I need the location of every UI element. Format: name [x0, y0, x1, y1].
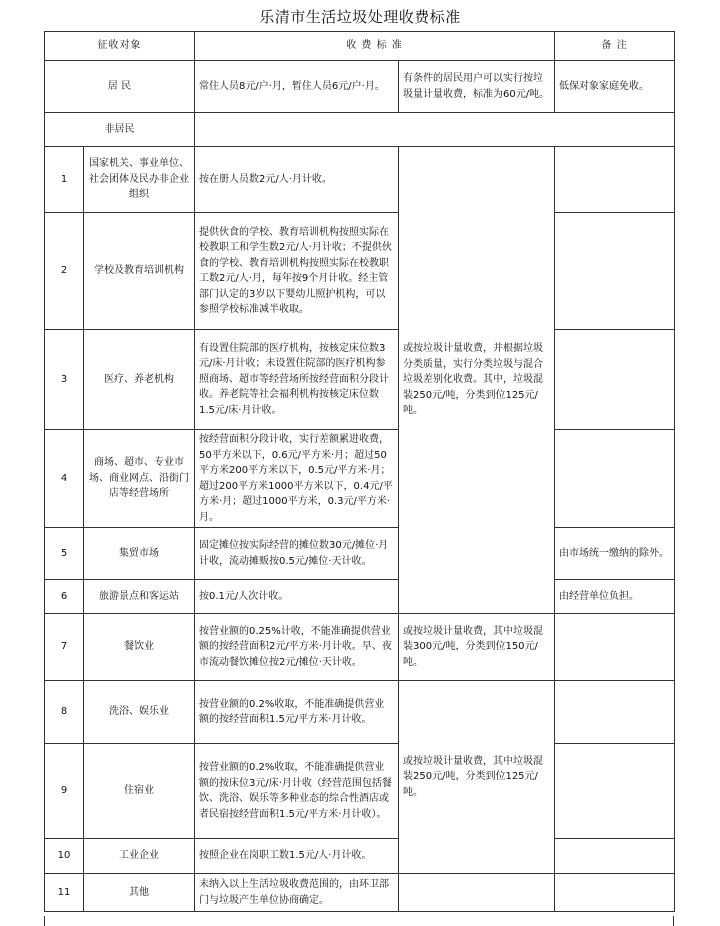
- header-standard: 收 费 标 准: [195, 32, 555, 61]
- row-name: 餐饮业: [84, 614, 195, 681]
- row-name: 国家机关、事业单位、社会团体及民办非企业组织: [84, 147, 195, 213]
- table-row: [45, 744, 675, 839]
- resident-remark: 低保对象家庭免收。: [555, 61, 675, 113]
- row-name: 集贸市场: [84, 528, 195, 580]
- resident-row: [45, 61, 675, 113]
- table-row: [45, 839, 675, 874]
- table-row: [45, 147, 675, 213]
- row-name: 洗浴、娱乐业: [84, 681, 195, 744]
- table-row: [45, 580, 675, 614]
- table-row: [45, 430, 675, 528]
- row-remark: 由经营单位负担。: [555, 580, 675, 614]
- table-row: [45, 528, 675, 580]
- row-standard: 有设置住院部的医疗机构，按核定床位数3元/床·月计收；未设置住院部的医疗机构参照商场、超市等经营场所按经营面积分段计收。养老院等社会福利机构按核定床位数1.5元/床·月计收。: [195, 330, 399, 430]
- row-remark: [555, 147, 675, 213]
- group-note-b: 或按垃圾计量收费，其中垃圾混装300元/吨，分类到位150元/吨。: [399, 614, 555, 681]
- row-standard: 按0.1元/人次计收。: [195, 580, 399, 614]
- table-row: [45, 614, 675, 681]
- page-title: 乐清市生活垃圾处理收费标准: [259, 8, 461, 26]
- row-no: 5: [45, 528, 84, 580]
- row-name: 医疗、养老机构: [84, 330, 195, 430]
- row-remark: [555, 744, 675, 839]
- row-remark: [555, 213, 675, 330]
- row-standard: 按在册人员数2元/人·月计收。: [195, 147, 399, 213]
- row-name: 商场、超市、专业市场、商业网点、沿街门店等经营场所: [84, 430, 195, 528]
- row-standard: 固定摊位按实际经营的摊位数30元/摊位·月计收，流动摊贩按0.5元/摊位·天计收。: [195, 528, 399, 580]
- row-standard: 按照企业在岗职工数1.5元/人·月计收。: [195, 839, 399, 874]
- row-remark: [555, 874, 675, 912]
- resident-label: 居 民: [45, 61, 195, 113]
- row-name: 住宿业: [84, 744, 195, 839]
- row-no: 3: [45, 330, 84, 430]
- group-note-a: 或按垃圾计量收费，并根据垃圾分类质量，实行分类垃圾与混合垃圾差别化收费。其中，垃圾混装250元/吨，分类到位125元/吨。: [399, 147, 555, 614]
- row-standard: 按经营面积分段计收，实行差额累进收费，50平方米以下，0.6元/平方米·月；超过50平方米200平方米以下，0.5元/平方米·月；超过200平方米1000平方米以下，0.4元/平方米·月；超过1000平方米，0.3元/平方米·月。: [195, 430, 399, 528]
- row-no: 11: [45, 874, 84, 912]
- table-row: [45, 213, 675, 330]
- table-row: [45, 330, 675, 430]
- row-standard: 提供伙食的学校、教育培训机构按照实际在校教职工和学生数2元/人·月计收；不提供伙食的学校、教育培训机构按照实际在校教职工数2元/人·月，每年按9个月计收。经主管部门认定的3岁以下婴幼儿照护机构，可以参照学校标准减半收取。: [195, 213, 399, 330]
- row-no: 2: [45, 213, 84, 330]
- row-remark: [555, 839, 675, 874]
- table-row: [45, 874, 675, 912]
- header-object: 征收对象: [45, 32, 195, 61]
- table-continuation: [44, 916, 674, 926]
- row-name: 其他: [84, 874, 195, 912]
- row-standard: 按营业额的0.2%收取，不能准确提供营业额的按经营面积1.5元/平方米·月计收。: [195, 681, 399, 744]
- row-remark: [555, 614, 675, 681]
- row-no: 8: [45, 681, 84, 744]
- row-remark: 由市场统一缴纳的除外。: [555, 528, 675, 580]
- fee-table: [44, 31, 675, 912]
- resident-standard: 常住人员8元/户·月，暂住人员6元/户·月。: [195, 61, 399, 113]
- row-empty-note: [399, 874, 555, 912]
- group-note-c: 或按垃圾计量收费，其中垃圾混装250元/吨，分类到位125元/吨。: [399, 681, 555, 874]
- row-no: 7: [45, 614, 84, 681]
- row-no: 9: [45, 744, 84, 839]
- row-name: 学校及教育培训机构: [84, 213, 195, 330]
- row-standard: 按营业额的0.25%计收，不能准确提供营业额的按经营面积2元/平方米·月计收。早、夜市流动餐饮摊位按2元/摊位·天计收。: [195, 614, 399, 681]
- row-standard: 未纳入以上生活垃圾收费范围的，由环卫部门与垃圾产生单位协商确定。: [195, 874, 399, 912]
- row-no: 10: [45, 839, 84, 874]
- row-remark: [555, 681, 675, 744]
- nonresident-row: [45, 113, 675, 147]
- row-remark: [555, 330, 675, 430]
- row-name: 工业企业: [84, 839, 195, 874]
- header-row: [45, 32, 675, 61]
- nonresident-empty: [195, 113, 675, 147]
- row-standard: 按营业额的0.2%收取，不能准确提供营业额的按床位3元/床·月计收（经营范围包括餐饮、洗浴、娱乐等多种业态的综合性酒店或者民宿按经营面积1.5元/平方米·月计收）。: [195, 744, 399, 839]
- nonresident-label: 非居民: [45, 113, 195, 147]
- row-no: 6: [45, 580, 84, 614]
- header-remark: 备 注: [555, 32, 675, 61]
- resident-metered: 有条件的居民用户可以实行按垃圾量计量收费，标准为60元/吨。: [399, 61, 555, 113]
- row-no: 4: [45, 430, 84, 528]
- row-name: 旅游景点和客运站: [84, 580, 195, 614]
- row-no: 1: [45, 147, 84, 213]
- table-row: [45, 681, 675, 744]
- row-remark: [555, 430, 675, 528]
